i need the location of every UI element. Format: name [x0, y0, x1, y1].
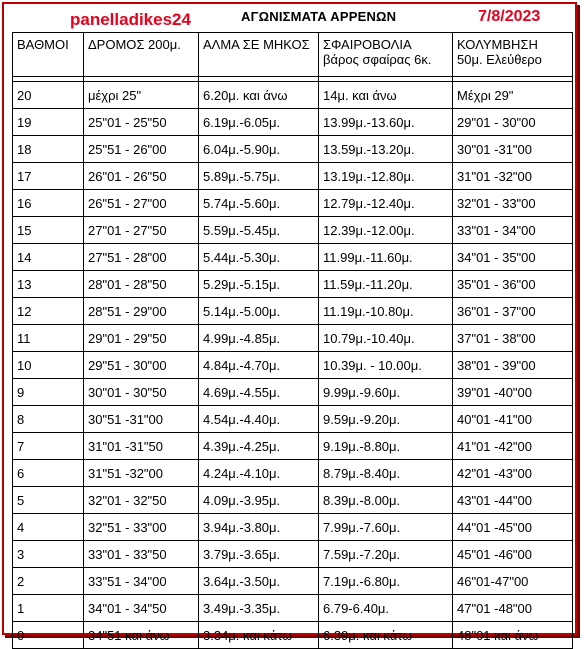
cell-swimming: 34"01 - 35"00: [453, 244, 573, 271]
cell-shot-put: 8.79μ.-8.40μ.: [319, 460, 453, 487]
cell-long-jump: 6.19μ.-6.05μ.: [199, 109, 319, 136]
cell-run-200m: 32"51 - 33"00: [84, 514, 199, 541]
cell-long-jump: 5.29μ.-5.15μ.: [199, 271, 319, 298]
cell-run-200m: 27"01 - 27"50: [84, 217, 199, 244]
cell-run-200m: 30"01 - 30"50: [84, 379, 199, 406]
cell-long-jump: 3.79μ.-3.65μ.: [199, 541, 319, 568]
cell-run-200m: 33"01 - 33"50: [84, 541, 199, 568]
cell-shot-put: 10.39μ. - 10.00μ.: [319, 352, 453, 379]
cell-swimming: 30"01 -31"00: [453, 136, 573, 163]
cell-swimming: 38"01 - 39"00: [453, 352, 573, 379]
cell-run-200m: 26"01 - 26"50: [84, 163, 199, 190]
cell-points: 8: [13, 406, 84, 433]
cell-shot-put: 14μ. και άνω: [319, 82, 453, 109]
cell-shot-put: 11.99μ.-11.60μ.: [319, 244, 453, 271]
cell-shot-put: 12.79μ.-12.40μ.: [319, 190, 453, 217]
cell-swimming: 45"01 -46"00: [453, 541, 573, 568]
table-row: [13, 82, 573, 109]
cell-points: 14: [13, 244, 84, 271]
cell-long-jump: 5.59μ.-5.45μ.: [199, 217, 319, 244]
table-row: [13, 298, 573, 325]
cell-swimming: 44"01 -45"00: [453, 514, 573, 541]
table-row: [13, 433, 573, 460]
cell-run-200m: 27"51 - 28"00: [84, 244, 199, 271]
cell-run-200m: 29"51 - 30"00: [84, 352, 199, 379]
cell-run-200m: 29"01 - 29"50: [84, 325, 199, 352]
header-cell-run-200m: ΔΡΟΜΟΣ 200μ.: [84, 33, 199, 77]
cell-long-jump: 6.04μ.-5.90μ.: [199, 136, 319, 163]
cell-points: 7: [13, 433, 84, 460]
cell-points: 16: [13, 190, 84, 217]
cell-long-jump: 3.94μ.-3.80μ.: [199, 514, 319, 541]
cell-long-jump: 5.74μ.-5.60μ.: [199, 190, 319, 217]
cell-run-200m: μέχρι 25": [84, 82, 199, 109]
cell-swimming: 36"01 - 37"00: [453, 298, 573, 325]
cell-points: 12: [13, 298, 84, 325]
brand-label: panelladikes24: [70, 10, 191, 29]
cell-long-jump: 4.09μ.-3.95μ.: [199, 487, 319, 514]
cell-long-jump: 3.64μ.-3.50μ.: [199, 568, 319, 595]
cell-points: 13: [13, 271, 84, 298]
cell-points: 11: [13, 325, 84, 352]
cell-long-jump: 4.99μ.-4.85μ.: [199, 325, 319, 352]
table-row: [13, 352, 573, 379]
cell-shot-put: 9.99μ.-9.60μ.: [319, 379, 453, 406]
cell-shot-put: 13.99μ.-13.60μ.: [319, 109, 453, 136]
table-row: [13, 217, 573, 244]
table-row: [13, 190, 573, 217]
cell-shot-put: 13.19μ.-12.80μ.: [319, 163, 453, 190]
cell-swimming: 32"01 - 33"00: [453, 190, 573, 217]
cell-points: 6: [13, 460, 84, 487]
table-row: [13, 406, 573, 433]
cell-long-jump: 4.24μ.-4.10μ.: [199, 460, 319, 487]
header-cell-shot-put: ΣΦΑΙΡΟΒΟΛΙΑ βάρος σφαίρας 6κ.: [319, 33, 453, 77]
cell-shot-put: 12.39μ.-12.00μ.: [319, 217, 453, 244]
cell-swimming: 37"01 - 38"00: [453, 325, 573, 352]
cell-shot-put: 9.59μ.-9.20μ.: [319, 406, 453, 433]
table-row: [13, 379, 573, 406]
cell-run-200m: 31"01 -31"50: [84, 433, 199, 460]
cell-shot-put: 13.59μ.-13.20μ.: [319, 136, 453, 163]
cell-shot-put: 6.39μ. και κάτω: [319, 622, 453, 649]
table-row: [13, 487, 573, 514]
cell-swimming: 47"01 -48"00: [453, 595, 573, 622]
cell-swimming: 33"01 - 34"00: [453, 217, 573, 244]
cell-points: 3: [13, 541, 84, 568]
cell-points: 0: [13, 622, 84, 649]
cell-swimming: Μέχρι 29": [453, 82, 573, 109]
table-row: [13, 244, 573, 271]
table-row: [13, 271, 573, 298]
cell-run-200m: 31"51 -32"00: [84, 460, 199, 487]
cell-swimming: 46"01-47"00: [453, 568, 573, 595]
cell-long-jump: 5.14μ.-5.00μ.: [199, 298, 319, 325]
table-row: [13, 460, 573, 487]
cell-swimming: 39"01 -40"00: [453, 379, 573, 406]
cell-points: 10: [13, 352, 84, 379]
cell-points: 2: [13, 568, 84, 595]
header-cell-points: ΒΑΘΜΟΙ: [13, 33, 84, 77]
cell-shot-put: 8.39μ.-8.00μ.: [319, 487, 453, 514]
cell-long-jump: 4.69μ.-4.55μ.: [199, 379, 319, 406]
table-row: [13, 136, 573, 163]
cell-swimming: 43"01 -44"00: [453, 487, 573, 514]
cell-points: 1: [13, 595, 84, 622]
cell-long-jump: 4.54μ.-4.40μ.: [199, 406, 319, 433]
cell-run-200m: 28"51 - 29"00: [84, 298, 199, 325]
cell-run-200m: 30"51 -31"00: [84, 406, 199, 433]
cell-points: 15: [13, 217, 84, 244]
table-row: [13, 163, 573, 190]
cell-run-200m: 32"01 - 32"50: [84, 487, 199, 514]
cell-swimming: 40"01 -41"00: [453, 406, 573, 433]
cell-run-200m: 34"01 - 34"50: [84, 595, 199, 622]
cell-points: 19: [13, 109, 84, 136]
cell-swimming: 48"01 και άνω: [453, 622, 573, 649]
table-row: [13, 568, 573, 595]
table-row: [13, 109, 573, 136]
header-cell-swimming: ΚΟΛΥΜΒΗΣΗ 50μ. Ελεύθερο: [453, 33, 573, 77]
cell-swimming: 31"01 -32"00: [453, 163, 573, 190]
cell-shot-put: 7.59μ.-7.20μ.: [319, 541, 453, 568]
page-title: ΑΓΩΝΙΣΜΑΤΑ ΑΡΡΕΝΩΝ: [241, 9, 397, 24]
cell-points: 9: [13, 379, 84, 406]
cell-points: 18: [13, 136, 84, 163]
cell-run-200m: 33"51 - 34"00: [84, 568, 199, 595]
cell-run-200m: 26"51 - 27"00: [84, 190, 199, 217]
cell-long-jump: 5.89μ.-5.75μ.: [199, 163, 319, 190]
table-row: [13, 325, 573, 352]
header-cell-long-jump: ΑΛΜΑ ΣΕ ΜΗΚΟΣ: [199, 33, 319, 77]
cell-long-jump: 5.44μ.-5.30μ.: [199, 244, 319, 271]
header-row: [13, 33, 573, 77]
cell-shot-put: 9.19μ.-8.80μ.: [319, 433, 453, 460]
cell-shot-put: 6.79-6.40μ.: [319, 595, 453, 622]
table-row: [13, 622, 573, 649]
cell-run-200m: 25"01 - 25"50: [84, 109, 199, 136]
cell-shot-put: 11.59μ.-11.20μ.: [319, 271, 453, 298]
cell-shot-put: 11.19μ.-10.80μ.: [319, 298, 453, 325]
cell-run-200m: 25"51 - 26"00: [84, 136, 199, 163]
date-label: 7/8/2023: [478, 8, 541, 25]
cell-swimming: 41"01 -42"00: [453, 433, 573, 460]
cell-points: 17: [13, 163, 84, 190]
scoring-table: [12, 32, 573, 649]
cell-shot-put: 7.19μ.-6.80μ.: [319, 568, 453, 595]
cell-run-200m: 34"51 και άνω: [84, 622, 199, 649]
cell-shot-put: 10.79μ.-10.40μ.: [319, 325, 453, 352]
cell-points: 4: [13, 514, 84, 541]
table-row: [13, 541, 573, 568]
cell-swimming: 42"01 -43"00: [453, 460, 573, 487]
table-row: [13, 595, 573, 622]
cell-swimming: 35"01 - 36"00: [453, 271, 573, 298]
cell-long-jump: 6.20μ. και άνω: [199, 82, 319, 109]
cell-long-jump: 4.84μ.-4.70μ.: [199, 352, 319, 379]
cell-long-jump: 4.39μ.-4.25μ.: [199, 433, 319, 460]
cell-long-jump: 3.34μ. και κάτω: [199, 622, 319, 649]
cell-swimming: 29"01 - 30"00: [453, 109, 573, 136]
cell-run-200m: 28"01 - 28"50: [84, 271, 199, 298]
cell-points: 20: [13, 82, 84, 109]
cell-points: 5: [13, 487, 84, 514]
cell-shot-put: 7.99μ.-7.60μ.: [319, 514, 453, 541]
cell-long-jump: 3.49μ.-3.35μ.: [199, 595, 319, 622]
table-row: [13, 514, 573, 541]
